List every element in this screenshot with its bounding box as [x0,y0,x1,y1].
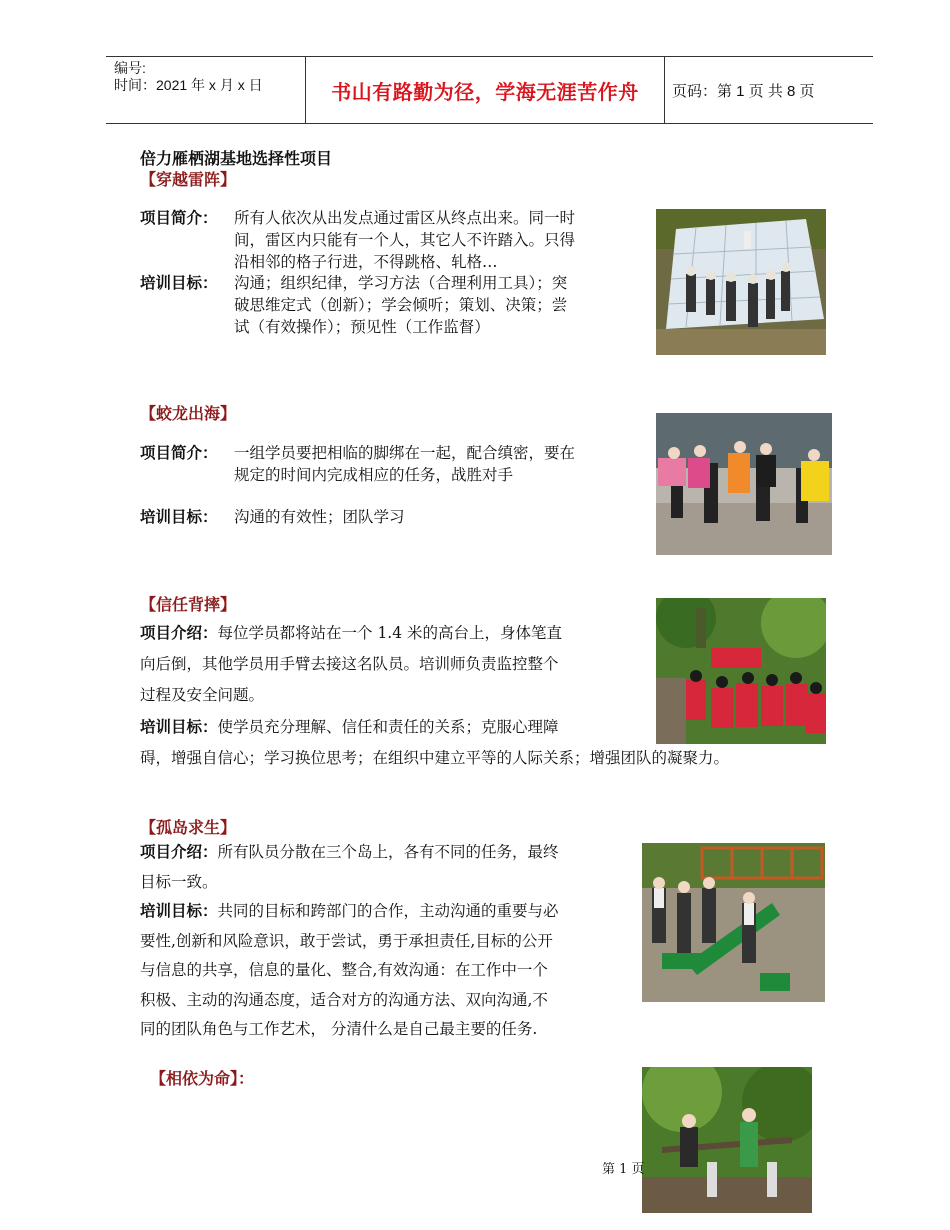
goal-line: 破思维定式（创新）；学会倾听；策划、决策；尝 [234,296,568,314]
time-label: 时间：2021 年 x 月 x 日 [114,77,263,93]
header-left-cell [114,57,304,126]
goal-line: 同的团队角色与工作艺术， 分清什么是自己最主要的任务. [140,1020,538,1038]
intro-line: 一组学员要把相临的脚绑在一起，配合缜密，要在 [234,444,576,462]
island-intro [140,838,650,897]
intro-line: 间，雷区内只能有一个人，其它人不许踏入。只得 [234,231,576,249]
intro-label: 项目简介： [140,444,218,462]
intro-label: 项目介绍： [140,843,218,861]
goal-line: 沟通的有效性；团队学习 [234,508,405,526]
interdependent-photo [642,1067,812,1213]
document-header [106,56,873,124]
intro-line: 向后倒，其他学员用手臂去接这名队员。培训师负责监控整个 [140,655,559,673]
section-title-minefield: 【穿越雷阵】 [140,170,237,189]
goal-line: 试（有效操作）；预见性（工作监督） [234,318,490,336]
minefield-goal [140,272,645,338]
goal-line: 积极、主动的沟通态度，适合对方的沟通方法、双向沟通,不 [140,990,548,1009]
intro-label: 项目介绍： [140,624,218,642]
section-title-interdependent: 【相依为命】： [150,1069,255,1088]
intro-label: 项目简介： [140,209,218,227]
intro-line: 所有队员分散在三个岛上，各有不同的任务，最终 [217,843,559,861]
island-goal [140,897,650,1045]
goal-label: 培训目标： [140,902,218,920]
section-title-trust-fall: 【信任背摔】 [140,595,237,614]
intro-line: 目标一致。 [140,872,218,891]
goal-label: 培训目标： [140,274,218,292]
goal-line: 使学员充分理解、信任和责任的关系；克服心理障 [217,718,559,736]
number-label: 编号: [114,60,146,76]
goal-line: 共同的目标和跨部门的合作，主动沟通的重要与必 [217,902,559,920]
trust-fall-intro [140,618,646,711]
header-page-cell [672,57,872,123]
intro-line: 沿相邻的格子行进，不得跳格、轧格… [234,253,498,271]
page-info: 页码：第 1 页 共 8 页 [672,82,815,100]
dragon-photo [656,413,832,555]
goal-label: 培训目标： [140,508,218,526]
document-title: 倍力雁栖湖基地选择性项目 [140,149,333,168]
intro-line: 规定的时间内完成相应的任务，战胜对手 [234,466,514,484]
section-title-island: 【孤岛求生】 [140,818,237,837]
dragon-intro [140,442,645,486]
intro-line: 每位学员都将站在一个 1.4 米的高台上，身体笔直 [217,624,563,642]
intro-line: 所有人依次从出发点通过雷区从终点出来。同一时 [234,209,576,227]
goal-line: 与信息的共享，信息的量化、整合,有效沟通：在工作中一个 [140,961,548,979]
header-motto-cell [305,57,665,123]
section-title-dragon: 【蛟龙出海】 [140,404,237,423]
goal-line: 要性,创新和风险意识，敢于尝试，勇于承担责任,目标的公开 [140,931,553,950]
motto-text: 书山有路勤为径，学海无涯苦作舟 [331,79,639,104]
trust-fall-photo [656,598,826,744]
dragon-goal [140,506,645,528]
goal-line: 碍，增强自信心；学习换位思考；在组织中建立平等的人际关系；增强团队的凝聚力。 [140,749,730,767]
minefield-intro [140,207,645,273]
footer-page-number: 第 1 页 [602,1162,645,1177]
goal-label: 培训目标： [140,718,218,736]
goal-line: 沟通；组织纪律，学习方法（合理利用工具）；突 [234,274,568,292]
intro-line: 过程及安全问题。 [140,686,265,704]
island-photo [642,843,825,1002]
minefield-photo [656,209,826,355]
